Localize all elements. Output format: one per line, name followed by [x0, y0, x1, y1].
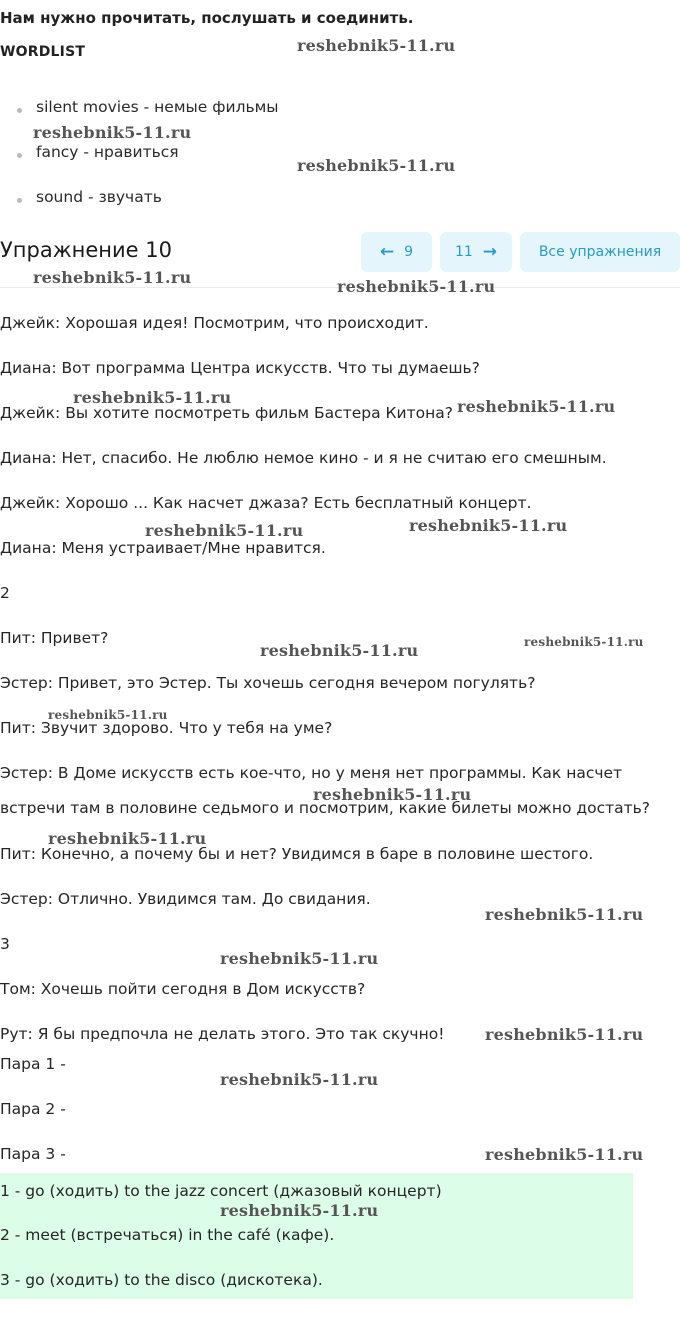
watermark: reshebnik5-11.ru	[220, 1201, 379, 1220]
watermark: reshebnik5-11.ru	[297, 36, 456, 55]
dialogue-line: Пит: Привет?	[0, 629, 109, 647]
dialogue-line: Джейк: Хорошая идея! Посмотрим, что происходит.	[0, 314, 429, 332]
watermark: reshebnik5-11.ru	[33, 268, 192, 287]
dialogue-line: Рут: Я бы предпочла не делать этого. Это так скучно!	[0, 1025, 445, 1043]
watermark: reshebnik5-11.ru	[260, 641, 419, 660]
pair-label: Пара 3 -	[0, 1145, 66, 1163]
watermark: reshebnik5-11.ru	[524, 635, 644, 649]
bullet-icon	[17, 153, 22, 158]
next-exercise-button[interactable]	[440, 232, 512, 272]
bullet-icon	[17, 108, 22, 113]
pair-label: Пара 1 -	[0, 1055, 66, 1073]
arrow-right-icon: →	[482, 241, 498, 262]
watermark: reshebnik5-11.ru	[313, 785, 472, 804]
watermark: reshebnik5-11.ru	[337, 277, 496, 296]
watermark: reshebnik5-11.ru	[485, 1145, 644, 1164]
watermark: reshebnik5-11.ru	[409, 516, 568, 535]
watermark: reshebnik5-11.ru	[485, 905, 644, 924]
dialogue-line: Эстер: Отлично. Увидимся там. До свидания.	[0, 890, 371, 908]
intro-text: Нам нужно прочитать, послушать и соединить.	[0, 9, 414, 27]
dialogue-line: встречи там в половине седьмого и посмотрим, какие билеты можно достать?	[0, 799, 651, 817]
dialogue-line: Джейк: Хорошо ... Как насчет джаза? Есть бесплатный концерт.	[0, 494, 532, 512]
prev-exercise-label: 9	[404, 244, 414, 260]
dialogue-line: Диана: Нет, спасибо. Не люблю немое кино - и я не считаю его смешным.	[0, 449, 607, 467]
exercise-title: Упражнение 10	[0, 238, 172, 262]
watermark: reshebnik5-11.ru	[48, 708, 168, 722]
prev-exercise-button[interactable]	[361, 232, 432, 272]
watermark: reshebnik5-11.ru	[485, 1025, 644, 1044]
dialogue-line: Пит: Конечно, а почему бы и нет? Увидимся в баре в половине шестого.	[0, 845, 594, 863]
dialogue-line: Эстер: В Доме искусств есть кое-что, но у меня нет программы. Как насчет	[0, 764, 623, 782]
arrow-left-icon: ←	[379, 241, 395, 262]
watermark: reshebnik5-11.ru	[48, 829, 207, 848]
wordlist-item: silent movies - немые фильмы	[36, 98, 279, 116]
next-exercise-label: 11	[454, 244, 473, 260]
watermark: reshebnik5-11.ru	[145, 521, 304, 540]
dialogue-line: Пит: Звучит здорово. Что у тебя на уме?	[0, 719, 333, 737]
watermark: reshebnik5-11.ru	[220, 1070, 379, 1089]
all-exercises-button[interactable]	[520, 232, 680, 272]
dialogue-line: Джейк: Вы хотите посмотреть фильм Бастера Китона?	[0, 404, 453, 422]
dialogue-line: Диана: Меня устраивает/Мне нравится.	[0, 539, 326, 557]
dialogue-line: Эстер: Привет, это Эстер. Ты хочешь сегодня вечером погулять?	[0, 674, 536, 692]
watermark: reshebnik5-11.ru	[33, 123, 192, 142]
watermark: reshebnik5-11.ru	[457, 397, 616, 416]
wordlist-heading: WORDLIST	[0, 44, 86, 60]
all-exercises-label: Все упражнения	[538, 244, 662, 260]
answer-line: 2 - meet (встречаться) in the café (кафе).	[0, 1226, 335, 1244]
watermark: reshebnik5-11.ru	[73, 388, 232, 407]
bullet-icon	[17, 198, 22, 203]
watermark: reshebnik5-11.ru	[297, 156, 456, 175]
answer-line: 1 - go (ходить) to the jazz concert (джазовый концерт)	[0, 1182, 442, 1200]
dialogue-line: Том: Хочешь пойти сегодня в Дом искусств?	[0, 980, 366, 998]
dialogue-number: 2	[0, 584, 10, 602]
dialogue-line: Диана: Вот программа Центра искусств. Что ты думаешь?	[0, 359, 480, 377]
wordlist-item: sound - звучать	[36, 188, 162, 206]
answer-line: 3 - go (ходить) to the disco (дискотека).	[0, 1271, 323, 1289]
watermark: reshebnik5-11.ru	[220, 949, 379, 968]
pair-label: Пара 2 -	[0, 1100, 66, 1118]
wordlist-item: fancy - нравиться	[36, 143, 179, 161]
dialogue-number: 3	[0, 935, 10, 953]
